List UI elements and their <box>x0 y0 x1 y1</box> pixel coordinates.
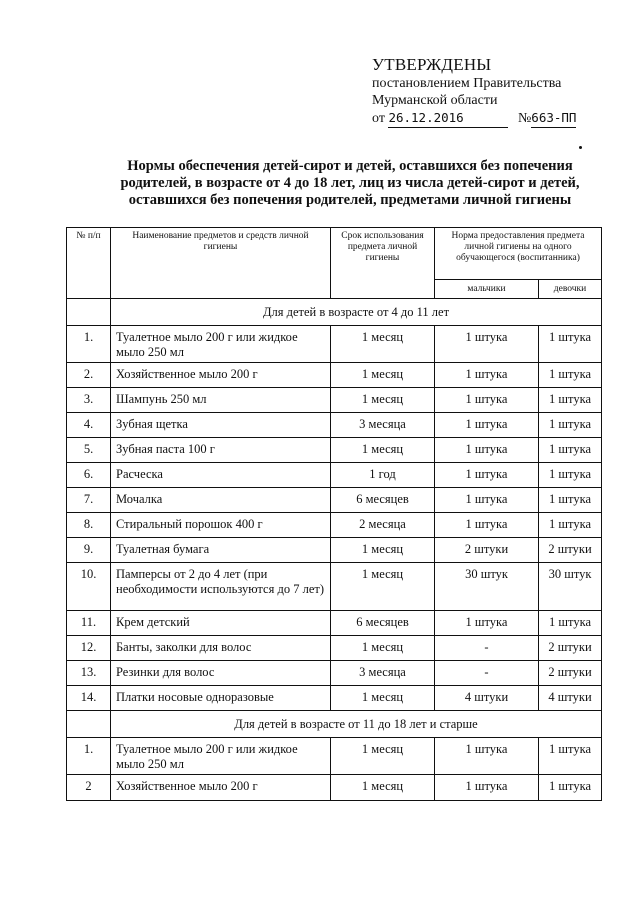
table-row <box>67 661 602 686</box>
norm-boys: 1 штука <box>435 775 539 801</box>
norm-boys: 30 штук <box>435 563 539 611</box>
norm-boys: 1 штука <box>435 611 539 636</box>
item-name: Туалетная бумага <box>111 538 331 563</box>
usage-period: 1 месяц <box>331 538 435 563</box>
row-number: 14. <box>67 686 111 711</box>
norm-girls: 1 штука <box>539 388 602 413</box>
table-row <box>67 388 602 413</box>
norms-table <box>66 227 602 801</box>
header-name: Наименование предметов и средств личной гигиены <box>111 228 331 299</box>
row-number: 5. <box>67 438 111 463</box>
norm-boys: 1 штука <box>435 438 539 463</box>
table-row <box>67 513 602 538</box>
usage-period: 1 месяц <box>331 363 435 388</box>
row-number: 1. <box>67 738 111 775</box>
approval-heading: УТВЕРЖДЕНЫ <box>372 55 492 74</box>
norm-boys: 1 штука <box>435 326 539 363</box>
row-number: 7. <box>67 488 111 513</box>
norm-girls: 1 штука <box>539 363 602 388</box>
row-number: 9. <box>67 538 111 563</box>
usage-period: 1 месяц <box>331 636 435 661</box>
section-empty-cell <box>67 299 111 326</box>
row-number: 2 <box>67 775 111 801</box>
table-row <box>67 538 602 563</box>
item-name: Крем детский <box>111 611 331 636</box>
row-number: 1. <box>67 326 111 363</box>
usage-period: 1 месяц <box>331 686 435 711</box>
usage-period: 1 месяц <box>331 388 435 413</box>
norm-boys: 1 штука <box>435 488 539 513</box>
norm-girls: 2 штуки <box>539 661 602 686</box>
table-row <box>67 611 602 636</box>
norm-girls: 1 штука <box>539 438 602 463</box>
item-name: Шампунь 250 мл <box>111 388 331 413</box>
norm-boys: 1 штука <box>435 413 539 438</box>
date-prefix: от <box>372 111 385 126</box>
row-number: 12. <box>67 636 111 661</box>
usage-period: 1 месяц <box>331 738 435 775</box>
norm-boys: 1 штука <box>435 738 539 775</box>
norm-boys: 1 штука <box>435 463 539 488</box>
item-name: Платки носовые одноразовые <box>111 686 331 711</box>
section-heading: Для детей в возрасте от 11 до 18 лет и старше <box>111 711 602 738</box>
document-title <box>80 158 620 209</box>
item-name: Мочалка <box>111 488 331 513</box>
row-number: 2. <box>67 363 111 388</box>
header-num: № п/п <box>67 228 111 299</box>
norm-girls: 1 штука <box>539 413 602 438</box>
norm-boys: 4 штуки <box>435 686 539 711</box>
table-row <box>67 363 602 388</box>
norm-boys: 1 штука <box>435 388 539 413</box>
norm-girls: 2 штуки <box>539 538 602 563</box>
item-name: Туалетное мыло 200 г или жидкое мыло 250 мл <box>111 326 331 363</box>
number-prefix: № <box>517 111 532 126</box>
approval-date-line <box>372 109 622 128</box>
table-row <box>67 413 602 438</box>
approval-number: 663-ПП <box>531 110 577 125</box>
item-name: Стиральный порошок 400 г <box>111 513 331 538</box>
norm-girls: 1 штука <box>539 513 602 538</box>
approval-line-2: Мурманской области <box>372 93 498 108</box>
norm-boys: 1 штука <box>435 363 539 388</box>
item-name: Зубная щетка <box>111 413 331 438</box>
norm-boys: - <box>435 636 539 661</box>
row-number: 6. <box>67 463 111 488</box>
row-number: 8. <box>67 513 111 538</box>
title-line-3: оставшихся без попечения родителей, предметами личной гигиены <box>128 192 572 208</box>
usage-period: 3 месяца <box>331 661 435 686</box>
usage-period: 1 месяц <box>331 326 435 363</box>
norm-boys: 2 штуки <box>435 538 539 563</box>
section-row <box>67 711 602 738</box>
usage-period: 1 месяц <box>331 775 435 801</box>
scan-dot <box>579 146 582 149</box>
row-number: 11. <box>67 611 111 636</box>
table-row <box>67 563 602 611</box>
usage-period: 1 год <box>331 463 435 488</box>
table-row <box>67 775 602 801</box>
table-row <box>67 738 602 775</box>
norm-boys: - <box>435 661 539 686</box>
item-name: Туалетное мыло 200 г или жидкое мыло 250 мл <box>111 738 331 775</box>
header-girls: девочки <box>539 280 602 299</box>
approval-block <box>372 56 622 128</box>
norm-boys: 1 штука <box>435 513 539 538</box>
section-empty-cell <box>67 711 111 738</box>
norms-table-body <box>67 299 602 801</box>
title-line-2: родителей, в возрасте от 4 до 18 лет, лиц из числа детей-сирот и детей, <box>120 175 580 191</box>
approval-date: 26.12.2016 <box>388 110 464 125</box>
item-name: Резинки для волос <box>111 661 331 686</box>
item-name: Хозяйственное мыло 200 г <box>111 775 331 801</box>
norm-girls: 1 штука <box>539 488 602 513</box>
usage-period: 1 месяц <box>331 563 435 611</box>
header-norm: Норма предоставления предмета личной гигиены на одного обучающегося (воспитанника) <box>435 228 602 280</box>
item-name: Хозяйственное мыло 200 г <box>111 363 331 388</box>
table-row <box>67 326 602 363</box>
table-row <box>67 488 602 513</box>
header-period: Срок использования предмета личной гигиены <box>331 228 435 299</box>
norm-girls: 1 штука <box>539 738 602 775</box>
section-row <box>67 299 602 326</box>
item-name: Зубная паста 100 г <box>111 438 331 463</box>
usage-period: 6 месяцев <box>331 488 435 513</box>
usage-period: 1 месяц <box>331 438 435 463</box>
header-boys: мальчики <box>435 280 539 299</box>
norm-girls: 1 штука <box>539 775 602 801</box>
row-number: 10. <box>67 563 111 611</box>
norm-girls: 30 штук <box>539 563 602 611</box>
item-name: Банты, заколки для волос <box>111 636 331 661</box>
norm-girls: 1 штука <box>539 611 602 636</box>
row-number: 3. <box>67 388 111 413</box>
norm-girls: 4 штуки <box>539 686 602 711</box>
table-row <box>67 686 602 711</box>
item-name: Расческа <box>111 463 331 488</box>
norm-girls: 1 штука <box>539 463 602 488</box>
usage-period: 2 месяца <box>331 513 435 538</box>
usage-period: 6 месяцев <box>331 611 435 636</box>
norm-girls: 2 штуки <box>539 636 602 661</box>
item-name: Памперсы от 2 до 4 лет (при необходимости используются до 7 лет) <box>111 563 331 611</box>
norm-girls: 1 штука <box>539 326 602 363</box>
row-number: 4. <box>67 413 111 438</box>
table-row <box>67 636 602 661</box>
title-line-1: Нормы обеспечения детей-сирот и детей, оставшихся без попечения <box>127 158 573 174</box>
row-number: 13. <box>67 661 111 686</box>
table-row <box>67 438 602 463</box>
approval-line-1: постановлением Правительства <box>372 76 562 91</box>
usage-period: 3 месяца <box>331 413 435 438</box>
table-row <box>67 463 602 488</box>
section-heading: Для детей в возрасте от 4 до 11 лет <box>111 299 602 326</box>
